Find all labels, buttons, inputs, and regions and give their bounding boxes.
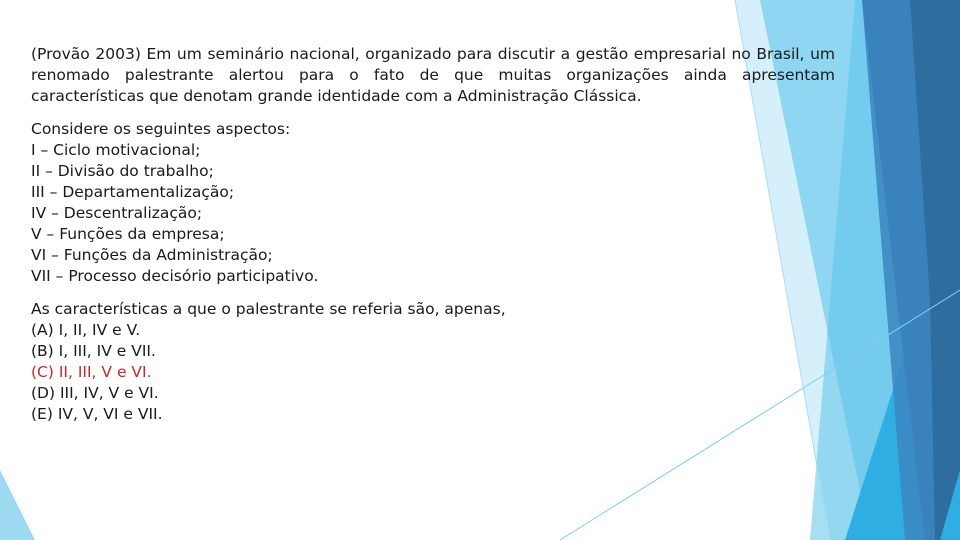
- question-intro: (Provão 2003) Em um seminário nacional, organizado para discutir a gestão empresarial no Brasil, um renomado palestrante alertou para o fato de que muitas organizações ainda apresentam características que denotam grande identidade com a Administração Clássica.: [31, 45, 835, 105]
- aspect-item: II – Divisão do trabalho;: [31, 162, 214, 180]
- answer-option: (B) I, III, IV e VII.: [31, 342, 156, 360]
- question-prompt: As características a que o palestrante se referia são, apenas,: [31, 300, 506, 318]
- answer-option: (D) III, IV, V e VI.: [31, 384, 159, 402]
- left-accent-triangle: [0, 470, 35, 540]
- answer-option: (E) IV, V, VI e VII.: [31, 405, 163, 423]
- answer-option: (A) I, II, IV e V.: [31, 321, 141, 339]
- aspect-item: VI – Funções da Administração;: [31, 246, 273, 264]
- aspect-item: VII – Processo decisório participativo.: [31, 267, 319, 285]
- aspects-block: [31, 119, 835, 287]
- aspect-item: IV – Descentralização;: [31, 204, 203, 222]
- aspects-heading: Considere os seguintes aspectos:: [31, 120, 291, 138]
- question-text-box: [31, 44, 835, 437]
- aspect-item: I – Ciclo motivacional;: [31, 141, 201, 159]
- aspect-item: III – Departamentalização;: [31, 183, 235, 201]
- correct-answer-option: (C) II, III, V e VI.: [31, 363, 152, 381]
- options-block: [31, 299, 835, 425]
- aspect-item: V – Funções da empresa;: [31, 225, 225, 243]
